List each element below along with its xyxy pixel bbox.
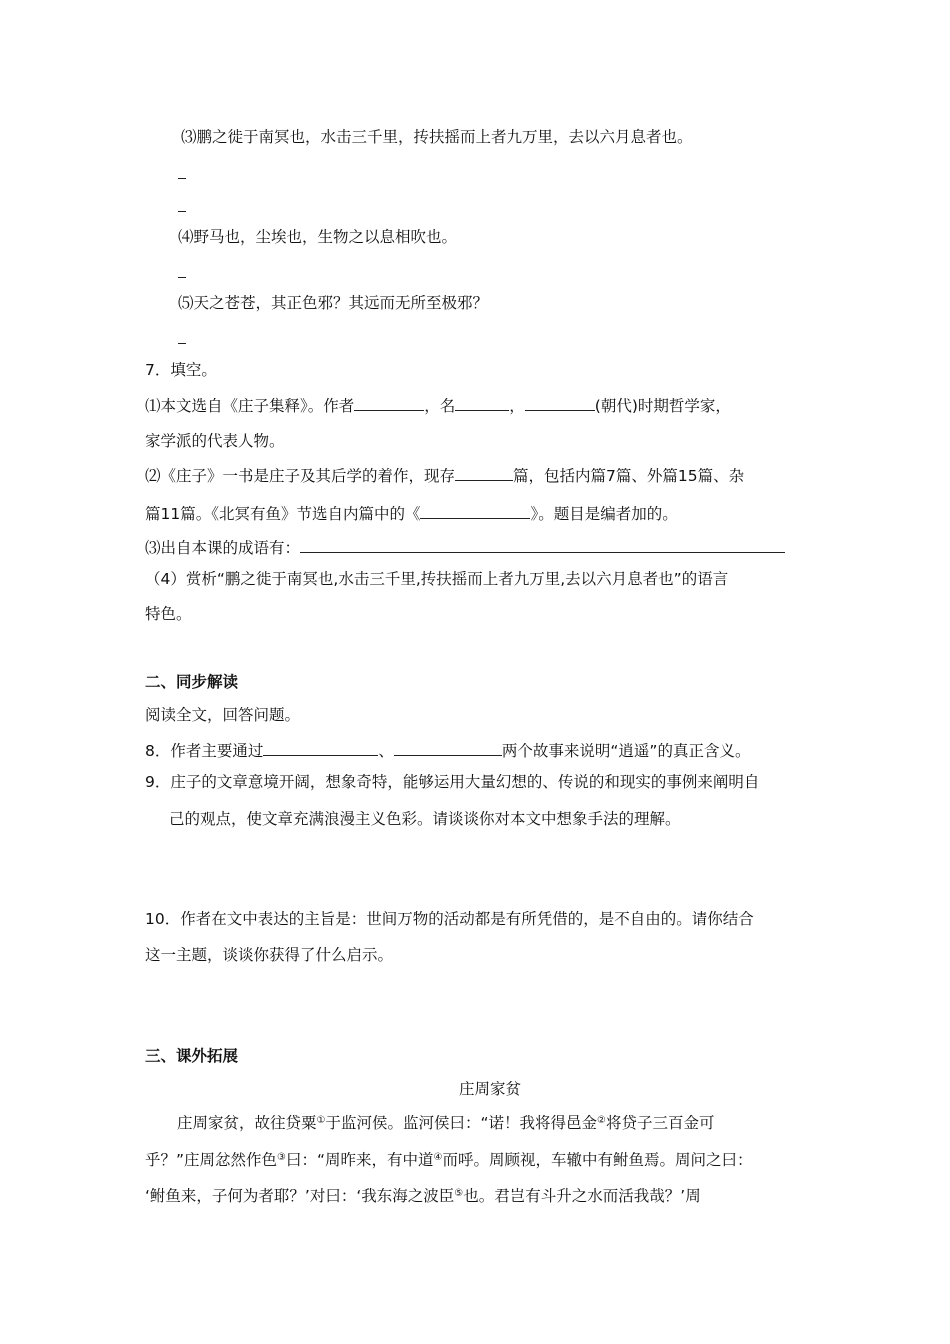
question-7-part-1: ⑴本文选自《庄子集释》。作者 ，名 ， (朝代)时期哲学家， <box>145 394 731 416</box>
fill-blank-count[interactable] <box>455 464 513 481</box>
question-7-part-2: ⑵《庄子》一书是庄子及其后学的着作，现存 篇，包括内篇7篇、外篇15篇、杂 <box>145 464 744 486</box>
sub-item-4: ⑷野马也，尘埃也，生物之以息相吹也。 <box>178 228 458 246</box>
section-2-intro: 阅读全文，回答问题。 <box>145 706 301 724</box>
passage-line-2: 乎？”庄周忿然作色③曰：“周昨来，有中道④而呼。周顾视，车辙中有鲋鱼焉。周问之曰： <box>145 1151 753 1169</box>
question-7-part-3: ⑶出自本课的成语有： <box>145 536 785 558</box>
fill-blank-idioms[interactable] <box>300 536 785 553</box>
fill-blank-story-1[interactable] <box>263 739 378 756</box>
fill-blank-chapter[interactable] <box>420 502 530 519</box>
question-10: 10．作者在文中表达的主旨是：世间万物的活动都是有所凭借的，是不自由的。请你结合 <box>145 910 754 928</box>
footnote-marker: ② <box>597 1115 606 1126</box>
passage-line-3: ‘鲋鱼来，子何为者耶？’对曰：‘我东海之波臣⑤也。君岂有斗升之水而活我哉？’周 <box>145 1187 701 1205</box>
passage-title: 庄周家贫 <box>459 1080 522 1098</box>
fill-blank-story-2[interactable] <box>394 739 502 756</box>
answer-blank[interactable] <box>178 178 186 179</box>
question-9-cont: 己的观点，使文章充满浪漫主义色彩。请谈谈你对本文中想象手法的理解。 <box>169 810 681 828</box>
fill-blank-name[interactable] <box>455 394 509 411</box>
section-2-heading: 二、同步解读 <box>145 673 239 691</box>
sub-item-3: ⑶鹏之徙于南冥也，水击三千里，抟扶摇而上者九万里，去以六月息者也。 <box>181 128 693 146</box>
footnote-marker: ④ <box>433 1152 443 1163</box>
question-7-part-4-cont: 特色。 <box>145 605 192 623</box>
question-7-part-2-cont: 篇11篇。《北冥有鱼》节选自内篇中的《 》。题目是编者加的。 <box>145 502 678 524</box>
question-7-part-4: （4）赏析“鹏之徙于南冥也,水击三千里,抟扶摇而上者九万里,去以六月息者也”的语言 <box>145 570 729 588</box>
passage-line-1: 庄周家贫，故往贷粟①于监河侯。监河侯曰：“诺！我将得邑金②将贷子三百金可 <box>177 1114 715 1132</box>
question-7-part-1-cont: 家学派的代表人物。 <box>145 432 285 450</box>
answer-blank[interactable] <box>178 277 186 278</box>
footnote-marker: ③ <box>277 1152 286 1163</box>
answer-blank[interactable] <box>178 211 186 212</box>
fill-blank-author[interactable] <box>354 394 424 411</box>
answer-blank[interactable] <box>178 343 186 344</box>
sub-item-5: ⑸天之苍苍，其正色邪？其远而无所至极邪？ <box>178 294 489 312</box>
footnote-marker: ⑤ <box>454 1188 464 1199</box>
question-10-cont: 这一主题，谈谈你获得了什么启示。 <box>145 946 394 964</box>
section-3-heading: 三、课外拓展 <box>145 1047 239 1065</box>
question-7-title: 7．填空。 <box>145 361 217 379</box>
fill-blank-dynasty[interactable] <box>525 394 595 411</box>
question-9: 9．庄子的文章意境开阔，想象奇特，能够运用大量幻想的、传说的和现实的事例来阐明自 <box>145 773 760 791</box>
footnote-marker: ① <box>316 1115 326 1126</box>
question-8: 8．作者主要通过 、 两个故事来说明“逍遥”的真正含义。 <box>145 739 750 761</box>
